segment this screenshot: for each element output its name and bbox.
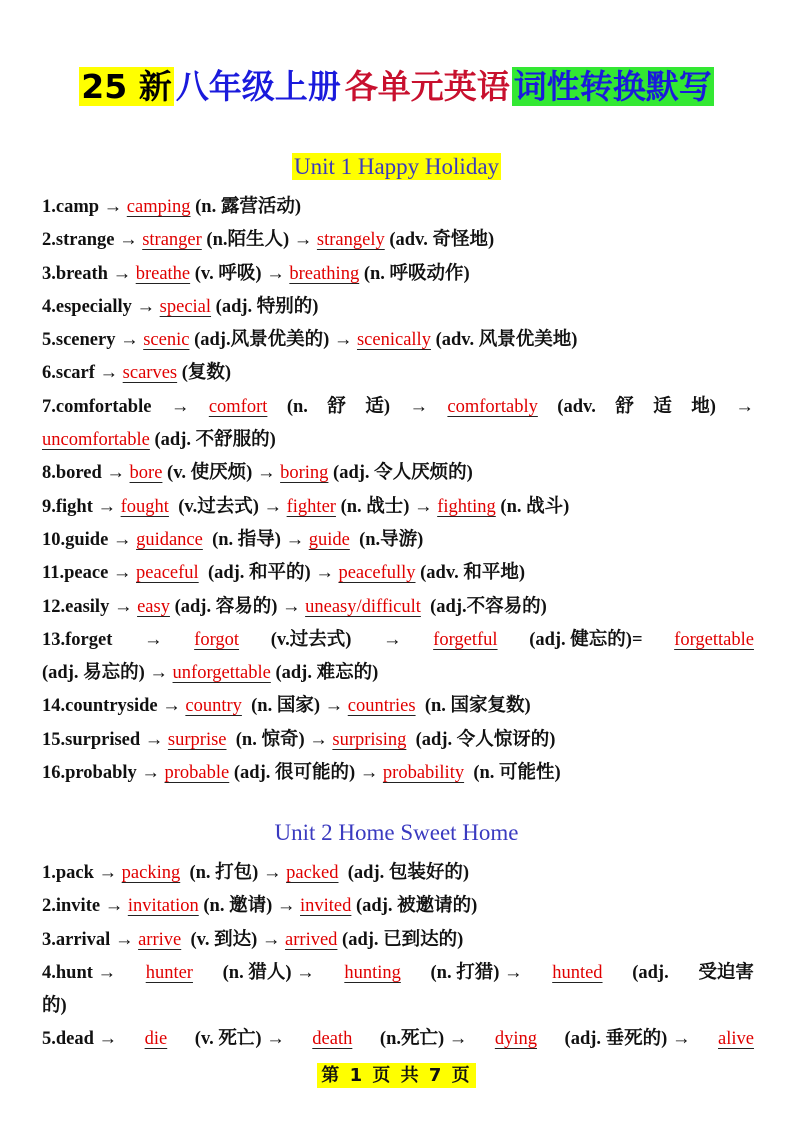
answer-word: forgetful <box>433 629 498 650</box>
prompt-text: → <box>170 396 190 417</box>
answer-word: camping <box>126 197 191 217</box>
exercise-line <box>42 357 754 390</box>
prompt-text: 受迫害 <box>698 962 754 983</box>
prompt-text: 10.guide → <box>42 529 137 550</box>
exercise-line <box>42 324 754 357</box>
prompt-text: (adj. <box>632 962 669 983</box>
exercise-line <box>42 491 754 524</box>
answer-word: probable <box>164 763 230 784</box>
prompt-text: (v.过去式) → <box>168 496 287 517</box>
prompt-text: 5.scenery → <box>42 330 144 351</box>
prompt-text: (adj. 健忘的)= <box>529 629 643 650</box>
prompt-text: (adj. 已到达的) <box>337 929 464 950</box>
prompt-text: (adj. 包装好的) <box>338 863 470 883</box>
prompt-text: 地) <box>691 396 716 417</box>
prompt-text: (n.死亡) → <box>379 1029 468 1050</box>
prompt-text: (n. 打包) → <box>180 863 287 883</box>
answer-word: country <box>185 696 242 717</box>
answer-word: comfortably <box>447 396 538 417</box>
unit-1-heading-text: Unit 1 Happy Holiday <box>293 154 500 179</box>
answer-word: forgot <box>194 629 240 650</box>
prompt-text: (adj. 令人惊讶的) <box>406 729 556 750</box>
prompt-text: (n. 指导) → <box>202 529 309 550</box>
answer-word: invited <box>300 896 352 917</box>
exercise-line <box>42 291 754 324</box>
answer-word: breathing <box>289 263 360 284</box>
prompt-text: (n. 露营活动) <box>190 197 301 217</box>
prompt-text: → <box>144 629 163 650</box>
prompt-text: 13.forget <box>42 629 113 650</box>
prompt-text: (adj. 很可能的) → <box>229 763 383 784</box>
prompt-text: 适) <box>365 396 391 417</box>
prompt-text: → <box>409 396 428 417</box>
prompt-text: (n. 打猎) → <box>430 962 523 983</box>
answer-word: unforgettable <box>172 663 271 684</box>
prompt-text: 1.pack → <box>42 863 122 883</box>
answer-word: bore <box>129 463 163 484</box>
prompt-text: (n. 惊奇) → <box>226 729 333 750</box>
exercise-line <box>42 890 754 923</box>
unit-2-heading <box>0 820 793 846</box>
prompt-text: (adj.风景优美的) → <box>189 330 357 351</box>
prompt-text: 4.hunt → <box>42 962 117 983</box>
answer-word: uncomfortable <box>42 430 150 451</box>
unit-1-lines <box>42 191 754 790</box>
exercise-line <box>42 624 754 657</box>
answer-word: arrive <box>138 929 182 950</box>
answer-word: invitation <box>127 896 199 917</box>
prompt-text: 15.surprised → <box>42 729 168 750</box>
prompt-text: (n. 猎人) → <box>222 962 315 983</box>
prompt-text: (adv. <box>557 396 596 417</box>
title-part-3: 各单元英语 <box>344 67 510 106</box>
exercise-line <box>42 857 754 890</box>
exercise-line <box>42 724 754 757</box>
prompt-text: 舒 <box>327 396 346 417</box>
prompt-text: (n. 战斗) <box>495 496 570 517</box>
prompt-text: (adj.不容易的) <box>420 596 547 617</box>
prompt-text: 的) <box>42 996 67 1017</box>
answer-word: hunter <box>145 962 193 983</box>
exercise-line <box>42 990 754 1023</box>
exercise-line <box>42 557 754 590</box>
prompt-text: 12.easily → <box>42 596 138 617</box>
prompt-text: 3.arrival → <box>42 929 139 950</box>
prompt-text: (n. <box>286 396 308 417</box>
prompt-text: (adj. 特别的) <box>211 296 319 317</box>
answer-word: comfort <box>208 396 268 417</box>
answer-word: countries <box>347 696 416 717</box>
answer-word: fighter <box>286 496 336 517</box>
exercise-line <box>42 924 754 957</box>
answer-word: packed <box>286 863 339 883</box>
answer-word: uneasy/difficult <box>305 596 421 617</box>
prompt-text: (adj. 令人厌烦的) <box>328 463 473 484</box>
answer-word: alive <box>718 1029 754 1050</box>
prompt-text: (adj. 被邀请的) <box>351 896 478 917</box>
answer-word: hunted <box>552 962 603 983</box>
prompt-text: (复数) <box>177 363 232 384</box>
prompt-text: (adv. 奇怪地) <box>384 230 495 251</box>
answer-word: hunting <box>344 962 401 983</box>
prompt-text: (v. 死亡) → <box>194 1029 285 1050</box>
exercise-line <box>42 391 754 424</box>
prompt-text: 6.scarf → <box>42 363 123 384</box>
prompt-text: (v. 呼吸) → <box>190 263 290 284</box>
prompt-text: (adj. 容易的) → <box>169 596 306 617</box>
page-title <box>0 56 793 118</box>
exercise-line <box>42 191 754 224</box>
prompt-text: (n. 邀请) → <box>198 896 300 917</box>
exercise-line <box>42 524 754 557</box>
prompt-text: 9.fight → <box>42 496 121 517</box>
prompt-text: (adv. 和平地) <box>415 563 525 584</box>
answer-word: packing <box>121 863 181 883</box>
prompt-text: 2.invite → <box>42 896 128 917</box>
prompt-text: (v. 到达) → <box>181 929 286 950</box>
title-part-4: 词性转换默写 <box>513 67 712 106</box>
prompt-text: 3.breath → <box>42 263 136 284</box>
prompt-text: 11.peace → <box>42 563 137 584</box>
prompt-text: (n. 可能性) <box>464 763 561 784</box>
prompt-text: (n.陌生人) → <box>201 230 317 251</box>
exercise-line <box>42 258 754 291</box>
exercise-line <box>42 457 754 490</box>
prompt-text: 舒 <box>615 396 634 417</box>
prompt-text: (adj. 不舒服的) <box>149 430 276 451</box>
title-part-2: 八年级上册 <box>175 67 341 106</box>
unit-2-heading-text: Unit 2 Home Sweet Home <box>274 820 519 845</box>
answer-word: surprise <box>167 729 227 750</box>
prompt-text: (v.过去式) <box>270 629 352 650</box>
answer-word: easy <box>137 596 170 617</box>
answer-word: forgettable <box>674 629 754 650</box>
prompt-text: (adv. 风景优美地) <box>430 330 578 351</box>
prompt-text: 5.dead → <box>42 1029 118 1050</box>
prompt-text: (v. 使厌烦) → <box>162 463 281 484</box>
title-part-1: 25 新 <box>81 67 172 106</box>
answer-word: guide <box>308 529 350 550</box>
unit-2-lines <box>42 857 754 1057</box>
prompt-text: → <box>735 396 754 417</box>
exercise-line <box>42 757 754 790</box>
prompt-text: 4.especially → <box>42 296 160 317</box>
answer-word: stranger <box>142 230 202 251</box>
answer-word: peacefully <box>338 563 416 584</box>
prompt-text: 适 <box>653 396 672 417</box>
answer-word: surprising <box>332 729 407 750</box>
page-number: 第 1 页 共 7 页 <box>317 1063 475 1088</box>
exercise-line <box>42 957 754 990</box>
exercise-line <box>42 690 754 723</box>
answer-word: fighting <box>437 496 496 517</box>
prompt-text: (n. 战士) → <box>335 496 438 517</box>
prompt-text: (adj. 易忘的) → <box>42 663 173 684</box>
exercise-line <box>42 424 754 457</box>
answer-word: guidance <box>136 529 203 550</box>
prompt-text: (n.导游) <box>349 529 424 550</box>
answer-word: dying <box>494 1029 537 1050</box>
prompt-text: 2.strange → <box>42 230 143 251</box>
answer-word: scenic <box>143 330 190 351</box>
answer-word: peaceful <box>136 563 199 584</box>
answer-word: scenically <box>356 330 431 351</box>
exercise-line <box>42 224 754 257</box>
answer-word: scarves <box>122 363 178 384</box>
prompt-text: (n. 国家复数) <box>415 696 531 717</box>
prompt-text: 1.camp → <box>42 197 127 217</box>
unit-1-heading <box>0 154 793 180</box>
prompt-text: (n. 国家) → <box>241 696 348 717</box>
prompt-text: (adj. 垂死的) → <box>564 1029 691 1050</box>
answer-word: probability <box>382 763 465 784</box>
answer-word: die <box>144 1029 168 1050</box>
answer-word: breathe <box>135 263 191 284</box>
exercise-line <box>42 657 754 690</box>
answer-word: fought <box>120 496 169 517</box>
prompt-text: 14.countryside → <box>42 696 186 717</box>
answer-word: death <box>312 1029 353 1050</box>
exercise-line <box>42 1023 754 1056</box>
answer-word: strangely <box>316 230 385 251</box>
prompt-text: 8.bored → <box>42 463 130 484</box>
answer-word: special <box>159 296 212 317</box>
answer-word: boring <box>280 463 329 484</box>
prompt-text: (adj. 难忘的) <box>270 663 379 684</box>
prompt-text: 16.probably → <box>42 763 165 784</box>
exercise-line <box>42 591 754 624</box>
prompt-text: (adj. 和平的) → <box>198 563 339 584</box>
prompt-text: (n. 呼吸动作) <box>359 263 470 284</box>
prompt-text: → <box>383 629 402 650</box>
prompt-text: 7.comfortable <box>42 396 152 417</box>
answer-word: arrived <box>285 929 338 950</box>
page-footer <box>0 1061 793 1087</box>
